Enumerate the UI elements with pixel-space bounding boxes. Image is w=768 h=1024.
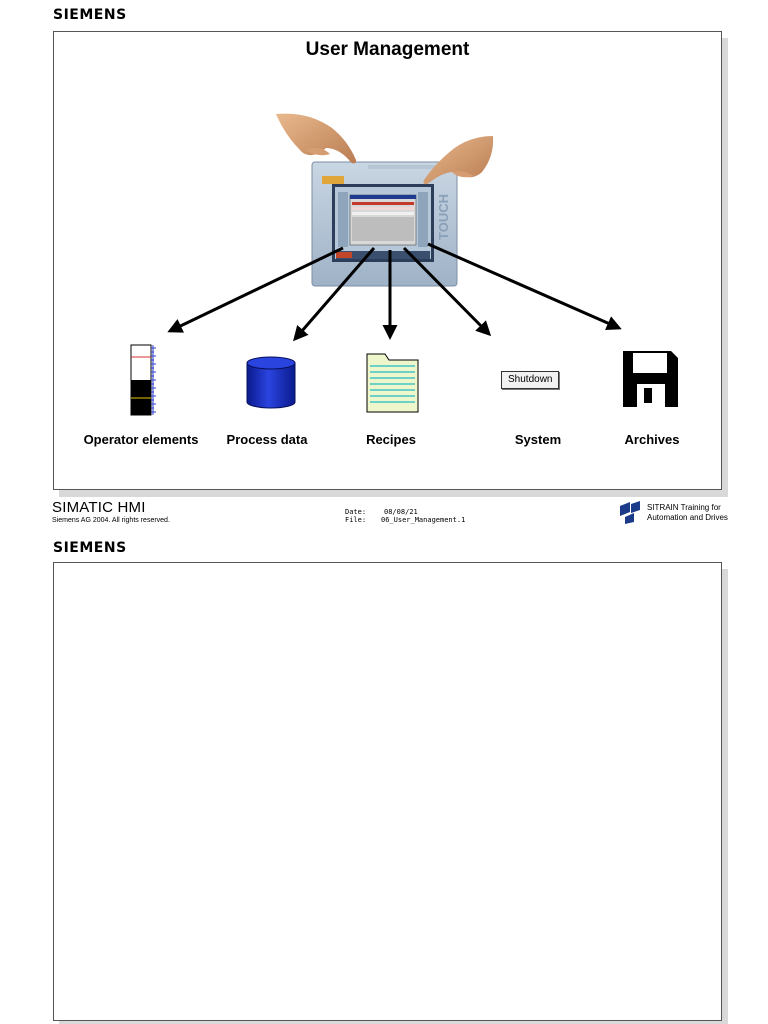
siemens-logo: SIEMENS (53, 7, 127, 23)
sitrain-line-1: SITRAIN Training for (647, 503, 721, 512)
footer-date-label: Date: (345, 508, 367, 516)
footer-date-value: 08/08/21 (384, 508, 418, 516)
svg-text:TOUCH: TOUCH (436, 194, 451, 240)
footer-file-label: File: (345, 516, 367, 524)
label-process-data: Process data (226, 432, 308, 447)
floppy-disk-icon (623, 351, 678, 407)
shutdown-button[interactable]: Shutdown (501, 371, 559, 389)
label-operator-elements: Operator elements (83, 432, 199, 447)
operator-elements-icon (131, 345, 156, 415)
slide-title: User Management (305, 39, 470, 60)
slide-frame-page-2 (53, 562, 722, 1021)
footer-product: SIMATIC HMI (52, 499, 146, 516)
label-system: System (514, 432, 562, 447)
sitrain-logo-icon (617, 500, 642, 524)
sitrain-line-2: Automation and Drives (647, 513, 728, 522)
label-archives: Archives (624, 432, 680, 447)
footer-copyright: Siemens AG 2004. All rights reserved. (52, 517, 170, 524)
user-management-diagram (0, 0, 768, 500)
label-recipes: Recipes (366, 432, 416, 447)
touch-panel-image (312, 162, 457, 286)
footer-file-value: 06_User_Management.1 (381, 516, 466, 524)
siemens-logo-page-2: SIEMENS (53, 540, 127, 556)
database-cylinder-icon (247, 357, 295, 408)
recipe-document-icon (367, 354, 418, 412)
